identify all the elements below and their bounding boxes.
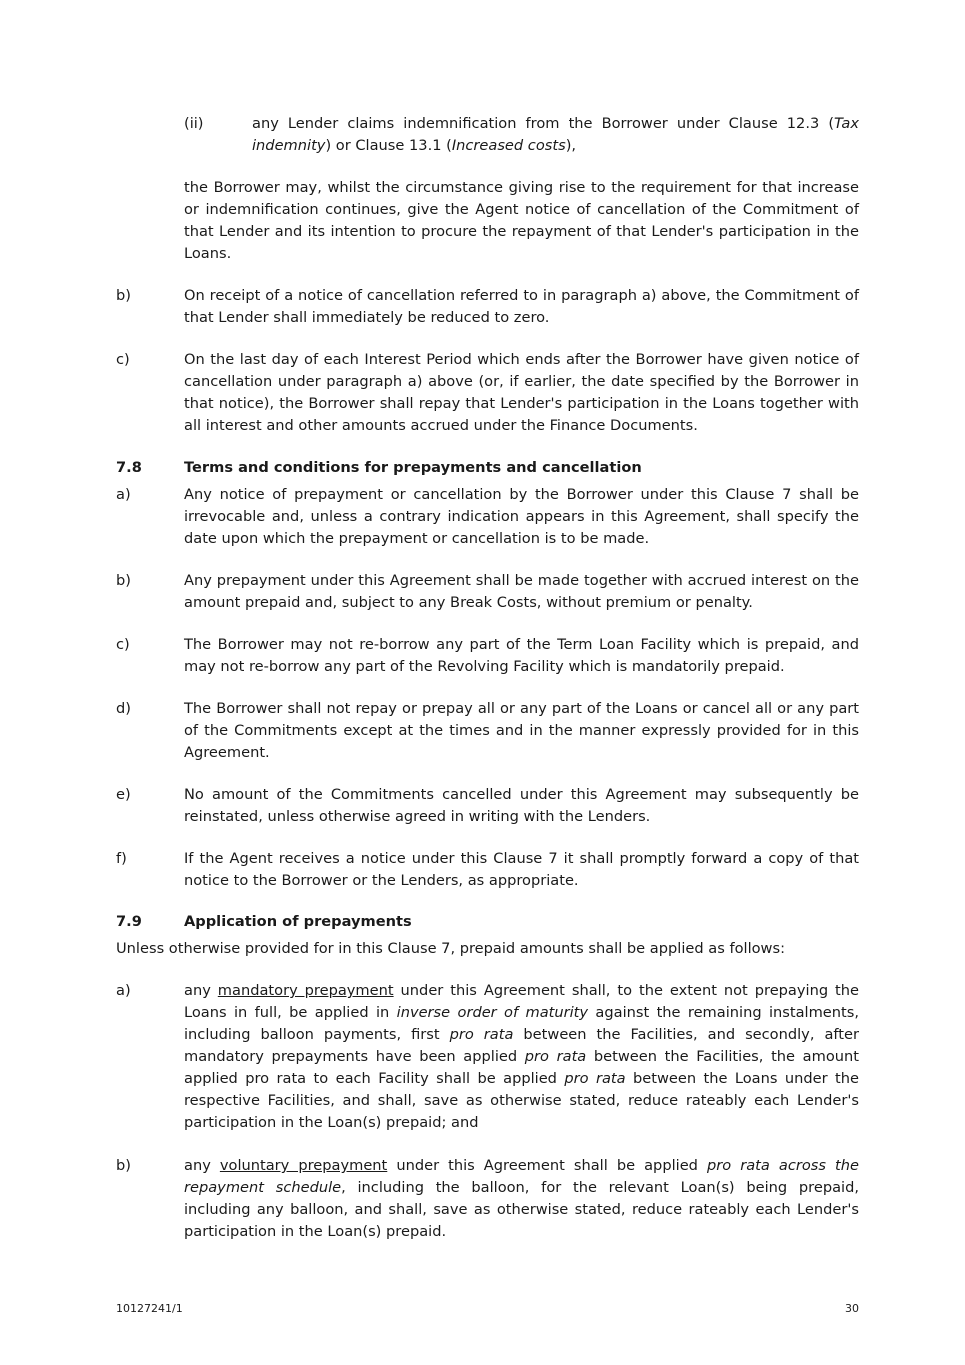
- list-item-text: any voluntary prepayment under this Agreement shall be applied pro rata across the repayment schedule, including the balloon, for the relevant Loan(s) being prepaid, including any balloon, and shall, save as otherwise stated, reduce rateably each Lender's participation in the Loan(s) prepaid.: [184, 1157, 859, 1240]
- continuation-paragraph: the Borrower may, whilst the circumstance giving rise to the requirement for that increase or indemnification continues, give the Agent notice of cancellation of the Commitment of that Lender and its intention to procure the repayment of that Lender's participation in the Loans.: [184, 179, 859, 262]
- list-item-text: The Borrower shall not repay or prepay all or any part of the Loans or cancel all or any part of the Commitments except at the times and in the manner expressly provided for in this Agreement.: [184, 700, 859, 761]
- list-item-text: No amount of the Commitments cancelled under this Agreement may subsequently be reinstated, unless otherwise agreed in writing with the Lenders.: [184, 786, 859, 825]
- sub-item-label: (ii): [184, 115, 204, 132]
- list-item-text: On the last day of each Interest Period which ends after the Borrower have given notice of cancellation under paragraph a) above (or, if earlier, the date specified by the Borrower in that notice), the Borrower shall repay that Lender's participation in the Loans together with all interest and other amounts accrued under the Finance Documents.: [184, 351, 859, 434]
- list-item-label: e): [116, 786, 131, 803]
- page-number: 30: [845, 1302, 859, 1315]
- list-item-label: b): [116, 1157, 131, 1174]
- list-item-text: On receipt of a notice of cancellation referred to in paragraph a) above, the Commitment of that Lender shall immediately be reduced to zero.: [184, 287, 859, 326]
- list-item-text: Any prepayment under this Agreement shall be made together with accrued interest on the amount prepaid and, subject to any Break Costs, without premium or penalty.: [184, 572, 859, 611]
- list-item-text: Any notice of prepayment or cancellation by the Borrower under this Clause 7 shall be irrevocable and, unless a contrary indication appears in this Agreement, shall specify the date upon which the prepayment or cancellation is to be made.: [184, 486, 859, 547]
- section-intro: Unless otherwise provided for in this Clause 7, prepaid amounts shall be applied as follows:: [116, 940, 786, 957]
- document-reference: 10127241/1: [116, 1302, 183, 1315]
- list-item-text: The Borrower may not re-borrow any part of the Term Loan Facility which is prepaid, and may not re-borrow any part of the Revolving Facility which is mandatorily prepaid.: [184, 636, 859, 675]
- list-item-text: any mandatory prepayment under this Agreement shall, to the extent not prepaying the Loans in full, be applied in inverse order of maturity against the remaining instalments, including balloon payments, first pro rata between the Facilities, and secondly, after mandatory prepayments have been applied pro rata between the Facilities, the amount applied pro rata to each Facility shall be applied pro rata between the Loans under the respective Facilities, and shall, save as otherwise stated, reduce rateably each Lender's participation in the Loan(s) prepaid; and: [184, 982, 859, 1131]
- list-item-label: a): [116, 982, 131, 999]
- list-item-label: a): [116, 486, 131, 503]
- list-item-label: c): [116, 636, 130, 653]
- list-item-label: f): [116, 850, 127, 867]
- list-item-label: b): [116, 287, 131, 304]
- section-number: 7.9: [116, 913, 142, 930]
- section-number: 7.8: [116, 459, 142, 476]
- section-heading: Terms and conditions for prepayments and cancellation: [184, 459, 642, 476]
- section-heading: Application of prepayments: [184, 913, 412, 930]
- list-item-text: If the Agent receives a notice under this Clause 7 it shall promptly forward a copy of that notice to the Borrower or the Lenders, as appropriate.: [184, 850, 859, 889]
- list-item-label: d): [116, 700, 131, 717]
- list-item-label: b): [116, 572, 131, 589]
- sub-item-ii-text: any Lender claims indemnification from the Borrower under Clause 12.3 (Tax indemnity) or Clause 13.1 (Increased costs),: [252, 115, 859, 154]
- list-item-label: c): [116, 351, 130, 368]
